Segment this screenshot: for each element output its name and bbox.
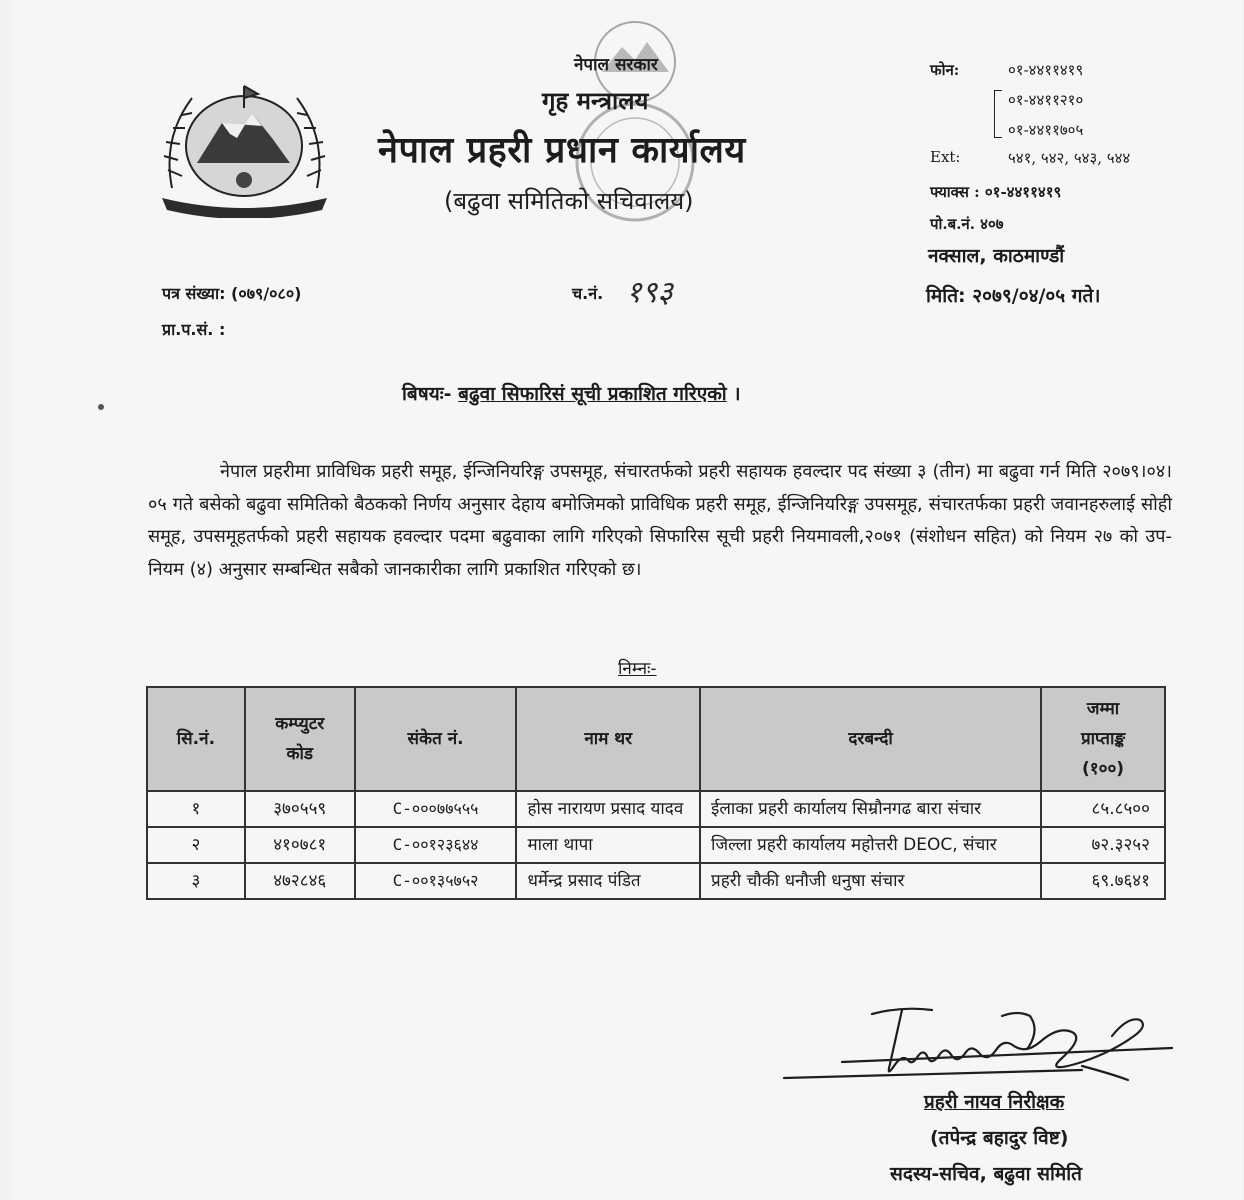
header-symbol-no: संकेत नं. <box>355 687 517 791</box>
header-total-line1: जम्मा <box>1086 699 1120 719</box>
cell-posting: ईलाका प्रहरी कार्यालय सिम्रौनगढ बारा संचार <box>700 791 1041 827</box>
cell-total: ८५.८५०० <box>1041 791 1165 827</box>
ext-value: ५४१, ५४२, ५४३, ५४४ <box>1008 149 1131 167</box>
document-page <box>12 0 1242 1200</box>
signatory-name: (तपेन्द्र बहादुर विष्ट) <box>930 1127 1069 1149</box>
header-name: नाम थर <box>516 687 700 791</box>
signatory-title: प्रहरी नायव निरीक्षक <box>924 1091 1065 1113</box>
cell-symbol-no: C-००१३५७५२ <box>355 863 517 899</box>
cell-symbol-no: C-०००७७५५५ <box>355 791 517 827</box>
office-name: नेपाल प्रहरी प्रधान कार्यालय <box>378 130 746 171</box>
dispatch-number: १९३ <box>626 275 673 310</box>
letter-number: पत्र संख्या: (०७९/०८०) <box>162 284 302 303</box>
header-total-line3: (१००) <box>1082 759 1125 779</box>
subject-line <box>402 380 741 406</box>
dispatch-label: च.नं. <box>572 284 604 303</box>
fax-number: फ्याक्स : ०१-४४११४१९ <box>930 183 1062 201</box>
subject-end: । <box>733 383 741 405</box>
header-sn: सि.नं. <box>147 687 245 791</box>
header-posting: दरबन्दी <box>700 687 1041 791</box>
subject-label: बिषयः- <box>402 383 452 405</box>
cell-computer-code: ४७२८४६ <box>245 863 355 899</box>
table-row <box>147 863 1165 899</box>
header-computer-code <box>245 687 355 791</box>
list-heading: निम्नः- <box>618 659 657 679</box>
header-total-line2: प्राप्ताङ्क <box>1080 729 1126 749</box>
phone-3: ०१-४४११७०५ <box>1008 121 1084 139</box>
prapas-number: प्रा.प.सं. : <box>162 320 226 339</box>
cell-sn: २ <box>147 827 245 863</box>
cell-name: धर्मेन्द्र प्रसाद पंडित <box>516 863 700 899</box>
po-box: पो.ब.नं. ४०७ <box>930 215 1004 233</box>
recommendation-table <box>146 686 1166 900</box>
cell-posting: प्रहरी चौकी धनौजी धनुषा संचार <box>700 863 1041 899</box>
cell-computer-code: ३७०५५९ <box>245 791 355 827</box>
address: नक्साल, काठमाण्डौं <box>928 245 1065 267</box>
phone-label: फोन: <box>930 61 960 79</box>
speck <box>98 404 104 410</box>
cell-sn: १ <box>147 791 245 827</box>
header-computer-code-line2: कोड <box>286 744 314 764</box>
phone-bracket <box>994 90 1002 138</box>
cell-name: माला थापा <box>516 827 700 863</box>
cell-total: ६९.७६४१ <box>1041 863 1165 899</box>
phone-main: ०१-४४११४१९ <box>1008 61 1084 79</box>
phone-2: ०१-४४११२१० <box>1008 91 1084 109</box>
ext-label: Ext: <box>930 148 961 166</box>
ministry-name: गृह मन्त्रालय <box>542 87 649 115</box>
cell-total: ७२.३२५२ <box>1041 827 1165 863</box>
cell-posting: जिल्ला प्रहरी कार्यालय महोत्तरी DEOC, संचार <box>700 827 1041 863</box>
cell-sn: ३ <box>147 863 245 899</box>
letter-date: मिति: २०७९/०४/०५ गते। <box>926 285 1101 307</box>
government-name: नेपाल सरकार <box>574 55 658 75</box>
table-row <box>147 827 1165 863</box>
secretariat-name: (बढुवा समितिको सचिवालय) <box>444 187 694 215</box>
header-total <box>1041 687 1165 791</box>
table-row <box>147 791 1165 827</box>
cell-symbol-no: C-००१२३६४४ <box>355 827 517 863</box>
cell-computer-code: ४१०७८१ <box>245 827 355 863</box>
header-computer-code-line1: कम्प्युटर <box>275 714 325 734</box>
handwritten-signature-icon <box>782 996 1182 1096</box>
signatory-role: सदस्य-सचिव, बढुवा समिति <box>890 1163 1082 1185</box>
body-paragraph: नेपाल प्रहरीमा प्राविधिक प्रहरी समूह, ईन्जिनियरिङ्ग उपसमूह, संचारतर्फको प्रहरी सहायक हवल्दार पद संख्या ३ (तीन) मा बढुवा गर्न मिति २०७९।०४।०५ गते बसेको बढुवा समितिको बैठकको निर्णय अनुसार देहाय बमोजिमको प्राविधिक प्रहरी समूह, ईन्जिनियरिङ्ग उपसमूह, संचारतर्फका प्रहरी जवानहरुलाई सोही समूह, उपसमूहतर्फको प्रहरी सहायक हवल्दार पदमा बढुवाका लागि गरिएको सिफारिस सूची प्रहरी नियमावली,२०७१ (संशोधन सहित) को नियम २७ को उप-नियम (४) अनुसार सम्बन्धित सबैको जानकारीका लागि प्रकाशित गरिएको छ। <box>148 461 1172 580</box>
subject-text: बढुवा सिफारिसं सूची प्रकाशित गरिएको <box>458 383 727 405</box>
table-header-row <box>147 687 1165 791</box>
cell-name: होस नारायण प्रसाद यादव <box>516 791 700 827</box>
nepal-police-emblem-icon <box>152 68 337 218</box>
